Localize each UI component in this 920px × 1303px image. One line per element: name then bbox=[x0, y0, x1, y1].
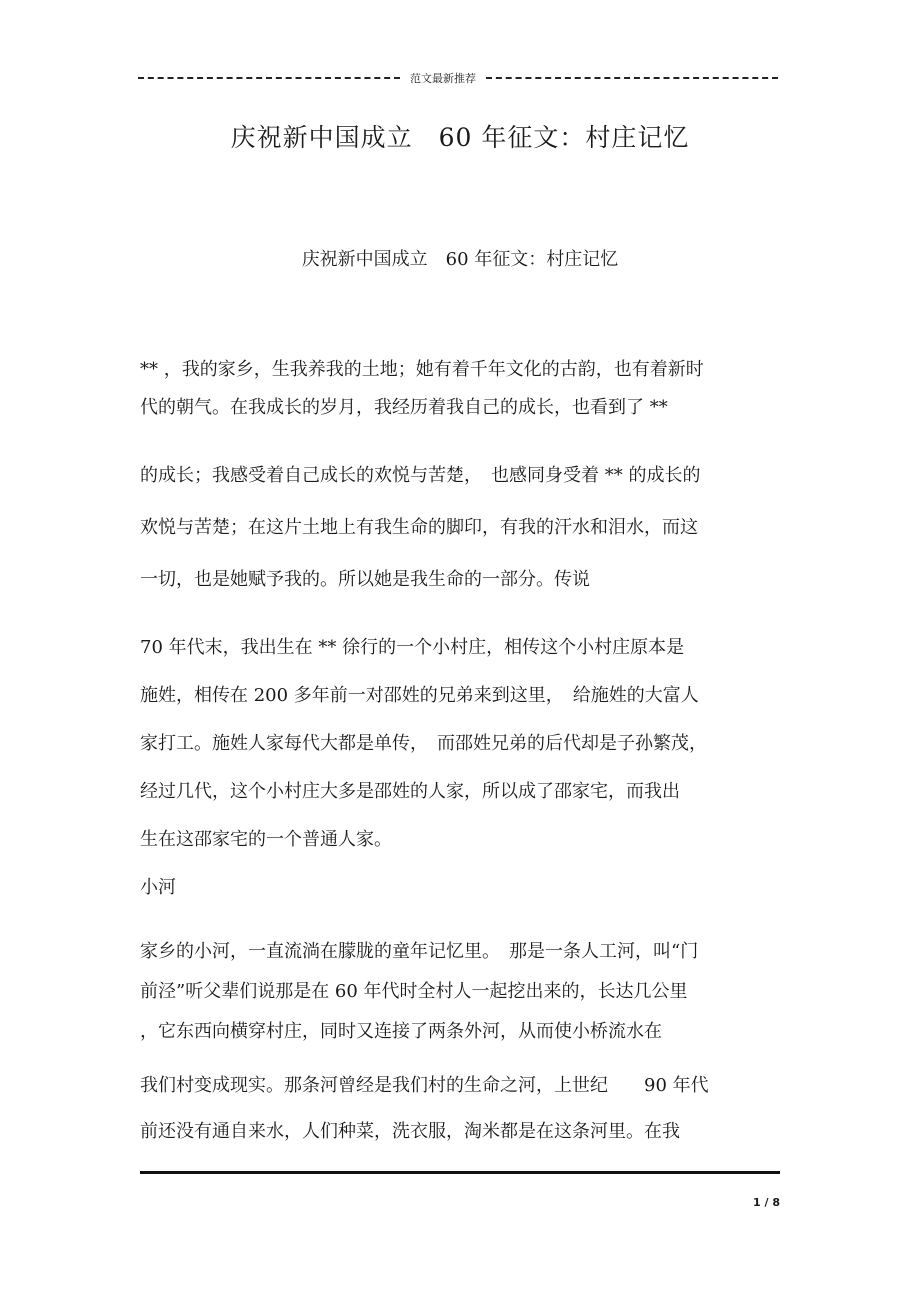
header-label: 范文最新推荐 bbox=[410, 72, 476, 85]
body-line: 欢悦与苦楚；在这片土地上有我生命的脚印，有我的汗水和泪水，而这 bbox=[140, 517, 698, 538]
body-line: 70 年代末，我出生在 ** 徐行的一个小村庄，相传这个小村庄原本是 bbox=[140, 637, 685, 658]
body-line: 前泾”听父辈们说那是在 60 年代时全村人一起挖出来的，长达几公里 bbox=[140, 981, 688, 1002]
footer-rule bbox=[140, 1171, 780, 1174]
body-line: 家乡的小河，一直流淌在朦胧的童年记忆里。 那是一条人工河，叫“门 bbox=[140, 941, 699, 962]
body-line: 代的朝气。在我成长的岁月，我经历着我自己的成长，也看到了 ** bbox=[140, 397, 668, 418]
body-line: 经过几代，这个小村庄大多是邵姓的人家，所以成了邵家宅，而我出 bbox=[140, 781, 680, 802]
page-number: 1 / 8 bbox=[753, 1196, 780, 1209]
body-line: 生在这邵家宅的一个普通人家。 bbox=[140, 829, 392, 850]
body-line: 前还没有通自来水，人们种菜，洗衣服，淘米都是在这条河里。在我 bbox=[140, 1121, 680, 1142]
body-line: 一切，也是她赋予我的。所以她是我生命的一部分。传说 bbox=[140, 569, 590, 590]
body-line: 施姓，相传在 200 多年前一对邵姓的兄弟来到这里， 给施姓的大富人 bbox=[140, 685, 699, 706]
body-line: ，它东西向横穿村庄，同时又连接了两条外河，从而使小桥流水在 bbox=[140, 1021, 662, 1042]
section-heading: 小河 bbox=[140, 877, 176, 898]
body-line: 的成长；我感受着自己成长的欢悦与苦楚， 也感同身受着 ** 的成长的 bbox=[140, 465, 701, 486]
body-line: 家打工。施姓人家每代大都是单传， 而邵姓兄弟的后代却是子孙繁茂， bbox=[140, 733, 707, 754]
body-line: ** ，我的家乡，生我养我的土地；她有着千年文化的古韵，也有着新时 bbox=[140, 359, 704, 380]
header-dash-left bbox=[138, 77, 400, 79]
page-header bbox=[138, 68, 778, 88]
document-title: 庆祝新中国成立 60 年征文：村庄记忆 bbox=[230, 123, 690, 152]
body-line: 我们村变成现实。那条河曾经是我们村的生命之河，上世纪 90 年代 bbox=[140, 1075, 709, 1096]
document-subtitle: 庆祝新中国成立 60 年征文：村庄记忆 bbox=[301, 249, 619, 270]
header-dash-right bbox=[486, 77, 778, 79]
